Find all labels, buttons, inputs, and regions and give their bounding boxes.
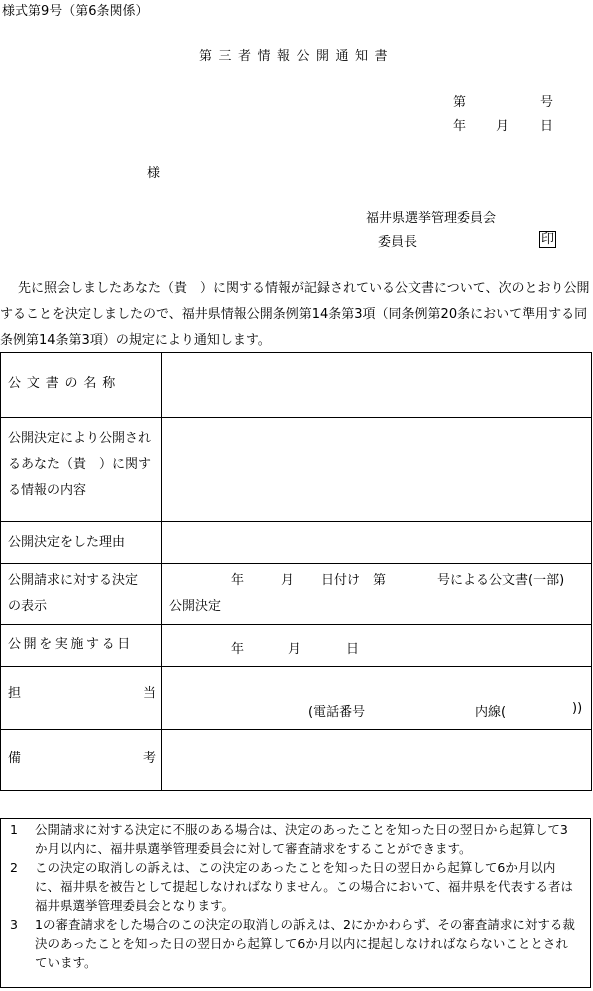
doc-number-prefix: 第 [453, 95, 467, 110]
label-decision-display: 公開請求に対する決定 の表示 [8, 573, 139, 614]
doc-number-suffix: 号 [540, 95, 554, 110]
value-document-name [162, 353, 592, 418]
label-person-in-charge: 担 当 [8, 686, 156, 701]
seal-mark: 印 [541, 232, 555, 247]
form-number: 様式第9号（第6条関係） [2, 4, 149, 19]
label-remarks: 備 考 [8, 751, 156, 766]
issuer-title: 委員長 [378, 235, 418, 250]
date-month-label: 月 [496, 119, 510, 134]
phone-number-label: (電話番号 [308, 705, 366, 720]
document-title: 第三者情報公開通知書 [198, 49, 394, 64]
value-decision-reason [162, 522, 592, 564]
extension-label: 内線( [475, 705, 507, 720]
value-remarks [162, 730, 592, 791]
label-disclosed-info: 公開決定により公開されるあなた（貴 ）に関する情報の内容 [8, 431, 152, 498]
date-year-label: 年 [453, 119, 467, 134]
notice-body: 先に照会しましたあなた（貴 ）に関する情報が記録されている公文書について、次のとおり公開することを決定しましたので、福井県情報公開条例第14条第3項（同条例第20条において準用する同条例第14条第3項）の規定により通知します。 [0, 281, 590, 348]
issuer-organization: 福井県選挙管理委員会 [366, 211, 497, 226]
notes-box [0, 818, 591, 988]
value-person-in-charge: (電話番号 内線( )) [308, 701, 583, 720]
label-decision-reason: 公開決定をした理由 [8, 535, 126, 550]
note-item: 2 この決定の取消しの訴えは、この決定のあったことを知った日の翌日から起算して6か月以内に、福井県を被告として提起しなければなりません。この場合において、福井県を代表する者は福井県選挙管理委員会となります。 [10, 860, 574, 913]
value-disclosed-info [162, 418, 592, 522]
date-day-label: 日 [540, 119, 554, 134]
value-decision-display: 年 月 日付け 第 号による公文書(一部) 公開決定 [169, 573, 565, 614]
label-implementation-date: 公開を実施する日 [8, 637, 133, 652]
note-item: 3 1の審査請求をした場合のこの決定の取消しの訴えは、2にかかわらず、その審査請求に対する裁決のあったことを知った日の翌日から起算して6か月以内に提起しなければならないこととされています。 [10, 917, 575, 970]
notice-table [0, 352, 592, 791]
note-item: 1 公開請求に対する決定に不服のある場合は、決定のあったことを知った日の翌日から起算して3か月以内に、福井県選挙管理委員会に対して審査請求をすることができます。 [10, 822, 568, 856]
recipient-suffix: 様 [147, 166, 161, 181]
label-document-name: 公文書の名称 [8, 376, 122, 391]
value-implementation-date: 年 月 日 [231, 642, 360, 657]
